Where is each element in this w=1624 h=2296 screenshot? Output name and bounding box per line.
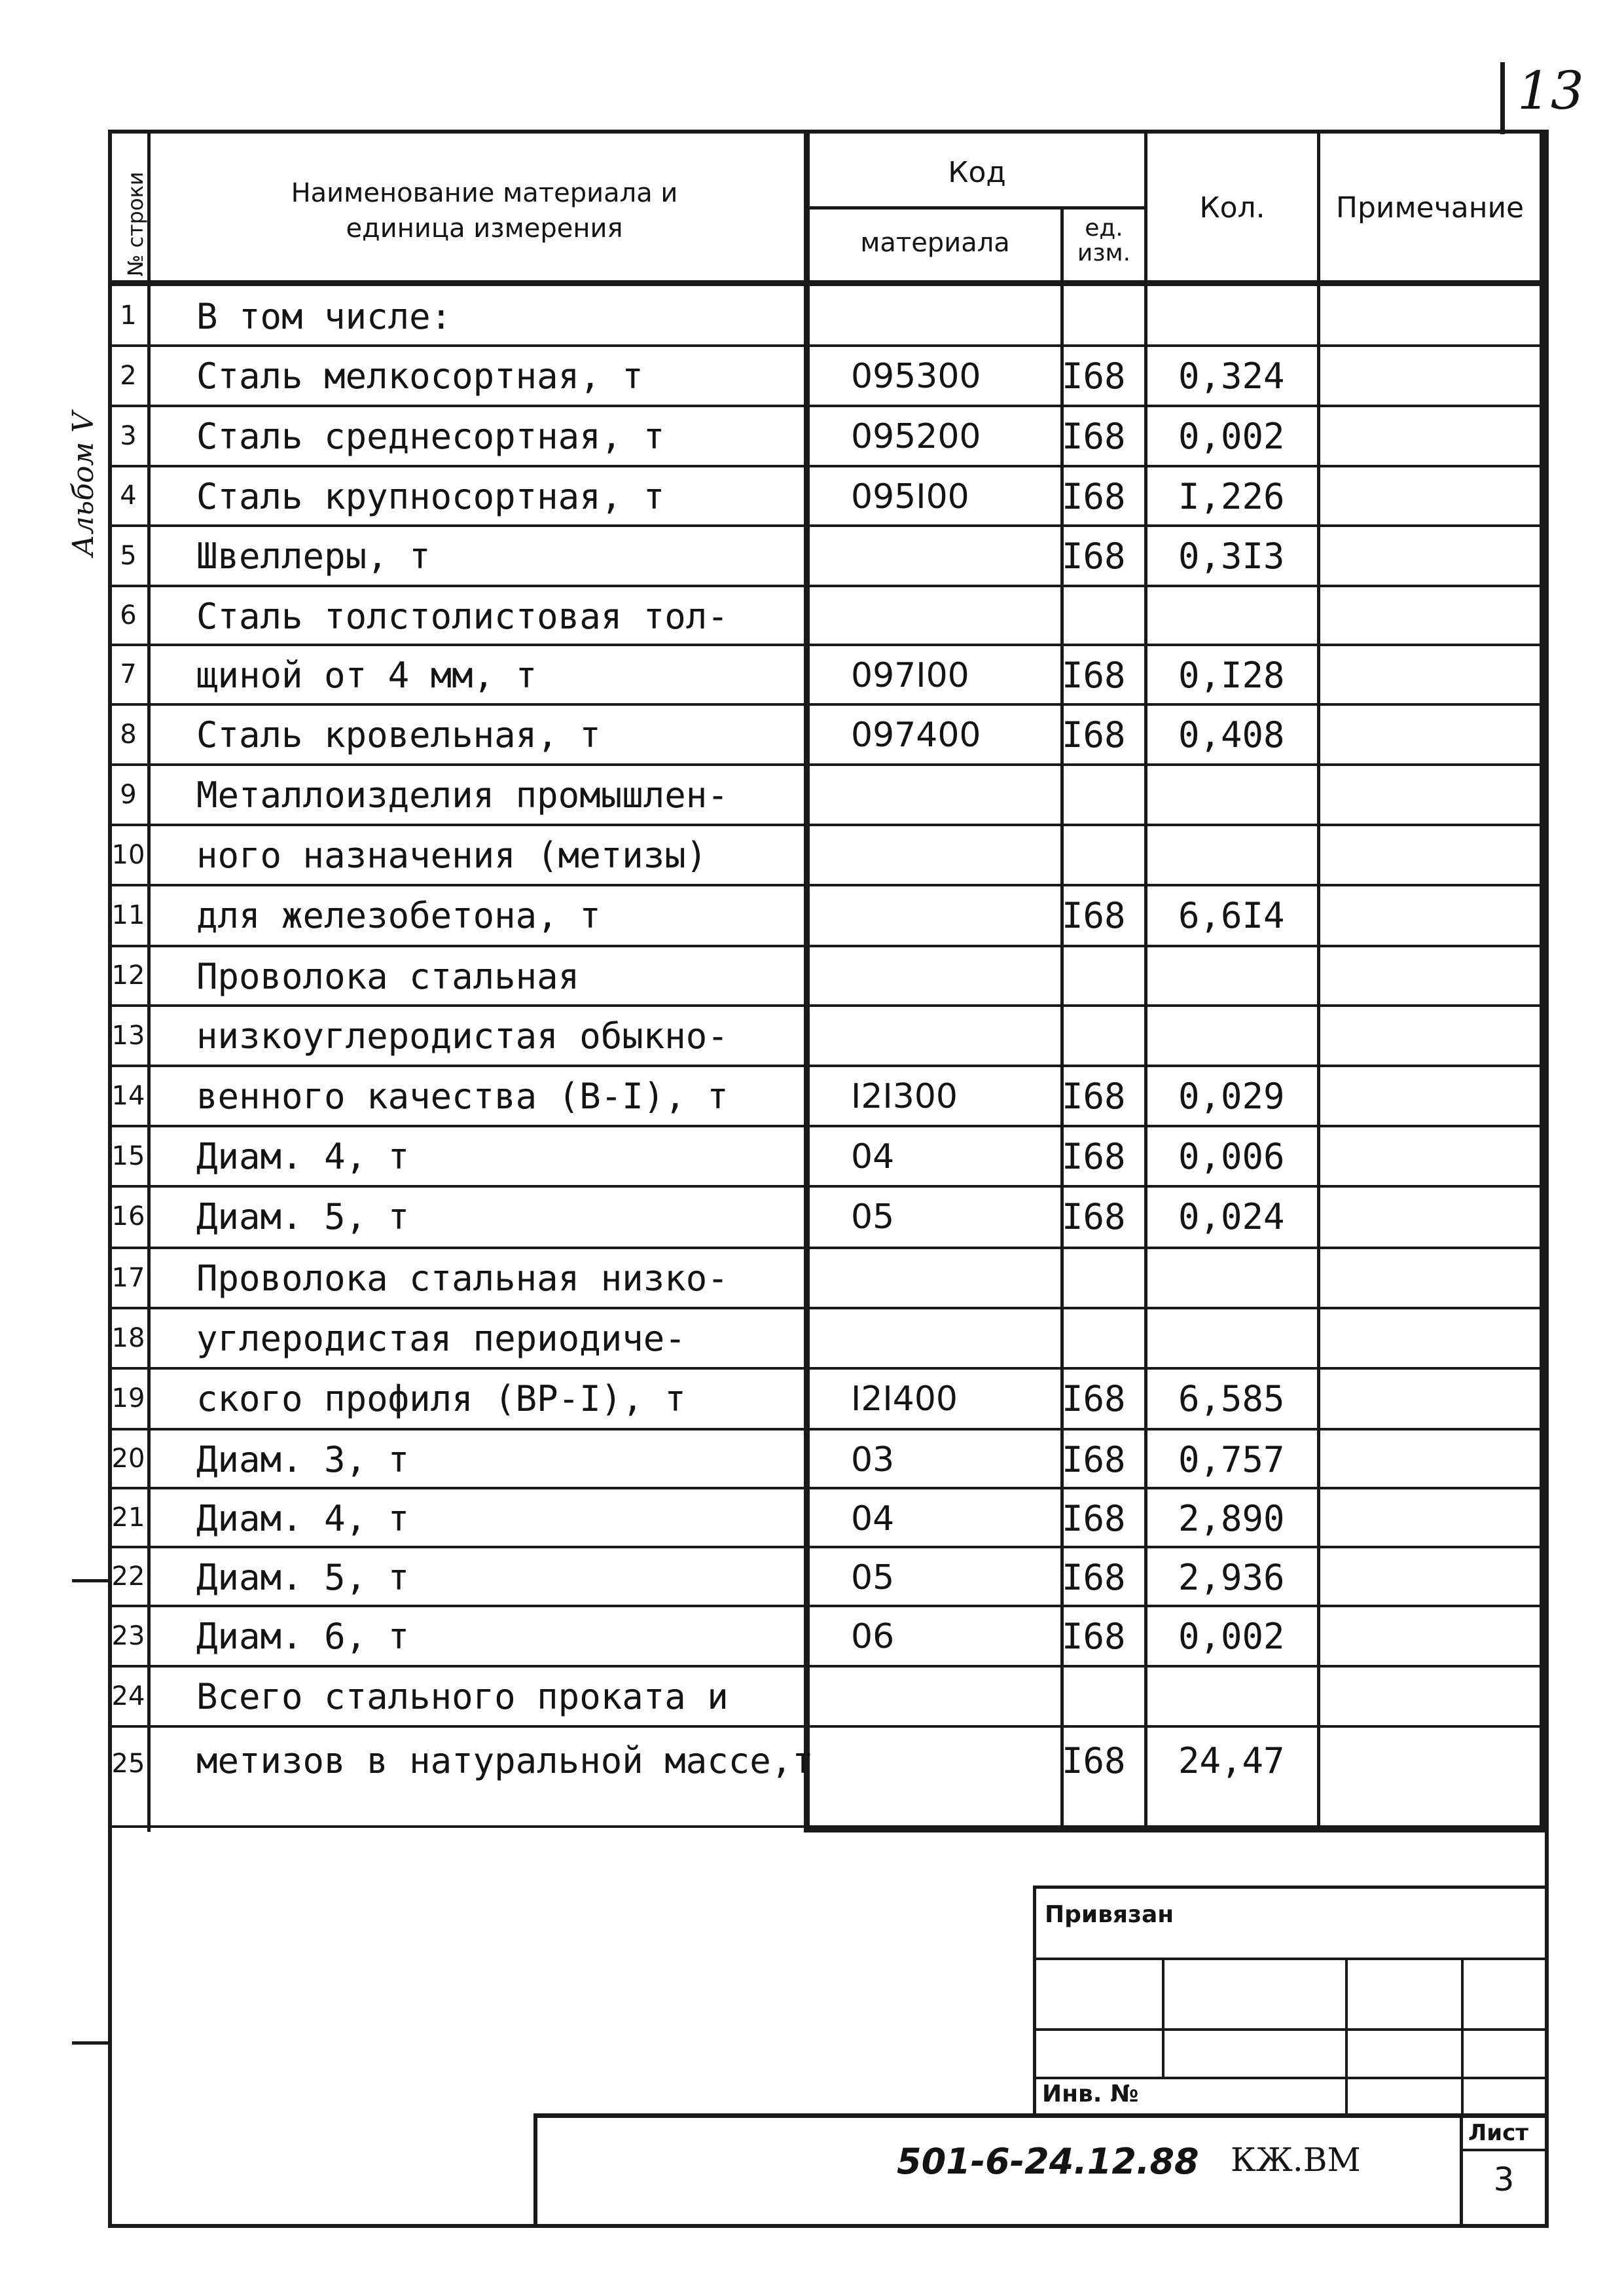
material-name: венного качества (В-I), т [196, 1076, 729, 1118]
header-row-no [123, 137, 148, 280]
material-name: Проволока стальная [196, 956, 580, 998]
material-name: низкоуглеродистая обыкно- [196, 1015, 729, 1057]
unit-code: I68 [1062, 1616, 1126, 1658]
quantity: 0,002 [1178, 1616, 1285, 1658]
material-name: Диам. 6, т [196, 1616, 410, 1658]
row-number: 15 [111, 1140, 145, 1171]
header-material-code: материала [860, 228, 1010, 258]
bound-label: Привязан [1045, 1901, 1174, 1928]
material-code: 04 [851, 1499, 895, 1539]
material-name: для железобетона, т [196, 895, 601, 937]
row-number: 19 [111, 1383, 145, 1413]
material-code: 095200 [851, 417, 981, 457]
row-number: 3 [120, 420, 137, 451]
unit-code: I68 [1062, 1378, 1126, 1420]
quantity: 6,6I4 [1178, 895, 1285, 937]
material-code: 05 [851, 1197, 895, 1237]
material-name: метизов в натуральной массе,т [196, 1740, 814, 1782]
material-code: I2I300 [851, 1077, 958, 1117]
material-code: 06 [851, 1617, 895, 1657]
unit-code: I68 [1062, 536, 1126, 577]
quantity: 0,324 [1178, 355, 1285, 397]
quantity: 0,3I3 [1178, 536, 1285, 577]
row-number: 8 [120, 719, 137, 750]
unit-code: I68 [1062, 476, 1126, 518]
header-row-no-text: № строки [123, 172, 148, 276]
material-code: 097400 [851, 716, 981, 756]
material-name: Сталь мелкосортная, т [196, 355, 643, 397]
quantity: 2,890 [1178, 1498, 1285, 1539]
row-number: 18 [111, 1322, 145, 1353]
header-note: Примечание [1335, 191, 1525, 225]
material-name: Металлоизделия промышлен- [196, 774, 729, 816]
quantity: 0,I28 [1178, 655, 1285, 697]
row-number: 12 [111, 960, 145, 991]
row-number: 23 [111, 1620, 145, 1651]
row-number: 20 [111, 1444, 145, 1474]
material-name: В том числе: [196, 296, 452, 338]
quantity: I,226 [1178, 476, 1285, 518]
material-name: Диам. 5, т [196, 1557, 410, 1598]
sheet-label: Лист [1468, 2120, 1528, 2146]
row-number: 7 [120, 659, 137, 690]
unit-code: I68 [1062, 1136, 1126, 1178]
material-code: 04 [851, 1137, 895, 1177]
row-number: 4 [120, 481, 137, 511]
row-number: 22 [111, 1561, 145, 1592]
row-number: 17 [111, 1262, 145, 1293]
material-name: ного назначения (метизы) [196, 835, 708, 877]
unit-code: I68 [1062, 1196, 1126, 1238]
unit-code: I68 [1062, 355, 1126, 397]
header-unit-code-line1: ед. [1085, 215, 1123, 242]
material-name: Сталь среднесортная, т [196, 416, 665, 458]
material-code: 03 [851, 1440, 895, 1480]
side-note [65, 340, 105, 563]
material-code: I2I400 [851, 1379, 958, 1419]
row-number: 2 [120, 360, 137, 391]
inv-label: Инв. № [1042, 2081, 1139, 2107]
unit-code: I68 [1062, 1740, 1126, 1782]
row-number: 1 [120, 301, 137, 331]
quantity: 0,757 [1178, 1439, 1285, 1480]
quantity: 0,408 [1178, 714, 1285, 756]
quantity: 0,029 [1178, 1076, 1285, 1118]
material-name: Диам. 4, т [196, 1136, 410, 1178]
row-number: 5 [120, 540, 137, 571]
unit-code: I68 [1062, 655, 1126, 697]
material-name: Сталь крупносортная, т [196, 476, 665, 518]
material-name: ского профиля (ВР-I), т [196, 1378, 686, 1420]
material-name: Сталь кровельная, т [196, 714, 601, 756]
header-unit-code-line2: изм. [1077, 240, 1131, 266]
material-name: Швеллеры, т [196, 536, 431, 577]
unit-code: I68 [1062, 1557, 1126, 1598]
material-name: Диам. 3, т [196, 1439, 410, 1480]
row-number: 21 [111, 1503, 145, 1533]
material-name: Сталь толстолистовая тол- [196, 596, 729, 637]
row-number: 9 [120, 779, 137, 810]
quantity: 0,002 [1178, 416, 1285, 458]
row-number: 14 [111, 1080, 145, 1111]
material-code: 095I00 [851, 477, 969, 517]
row-number: 24 [111, 1681, 145, 1711]
quantity: 0,006 [1178, 1136, 1285, 1178]
material-code: 097I00 [851, 655, 969, 695]
doc-number: 501-6-24.12.88 [897, 2141, 1199, 2182]
doc-code: КЖ.ВМ [1231, 2141, 1361, 2179]
row-number: 16 [111, 1201, 145, 1231]
header-unit-code [1064, 216, 1144, 266]
row-number: 25 [111, 1748, 145, 1779]
quantity: 6,585 [1178, 1378, 1285, 1420]
material-name: Проволока стальная низко- [196, 1258, 729, 1300]
unit-code: I68 [1062, 1076, 1126, 1118]
unit-code: I68 [1062, 416, 1126, 458]
material-name: щиной от 4 мм, т [196, 655, 537, 697]
material-name: Диам. 5, т [196, 1196, 410, 1238]
unit-code: I68 [1062, 1439, 1126, 1480]
row-number: 11 [111, 900, 145, 930]
quantity: 0,024 [1178, 1196, 1285, 1238]
row-number: 10 [111, 839, 145, 870]
quantity: 2,936 [1178, 1557, 1285, 1598]
quantity: 24,47 [1178, 1740, 1285, 1782]
unit-code: I68 [1062, 1498, 1126, 1539]
material-name: Диам. 4, т [196, 1498, 410, 1539]
unit-code: I68 [1062, 714, 1126, 756]
header-code-group: Код [948, 156, 1006, 189]
header-material-name: Наименование материала и единица измерения [291, 178, 678, 244]
side-note-text: Альбом V [67, 412, 100, 556]
page-number: 13 [1517, 60, 1584, 121]
unit-code: I68 [1062, 895, 1126, 937]
row-number: 6 [120, 600, 137, 631]
row-number: 13 [111, 1020, 145, 1051]
material-code: 095300 [851, 357, 981, 397]
header-qty: Кол. [1199, 191, 1265, 225]
sheet-number: 3 [1493, 2160, 1515, 2198]
material-name: Всего стального проката и [196, 1676, 729, 1718]
material-code: 05 [851, 1558, 895, 1597]
material-name: углеродистая периодиче- [196, 1318, 686, 1360]
